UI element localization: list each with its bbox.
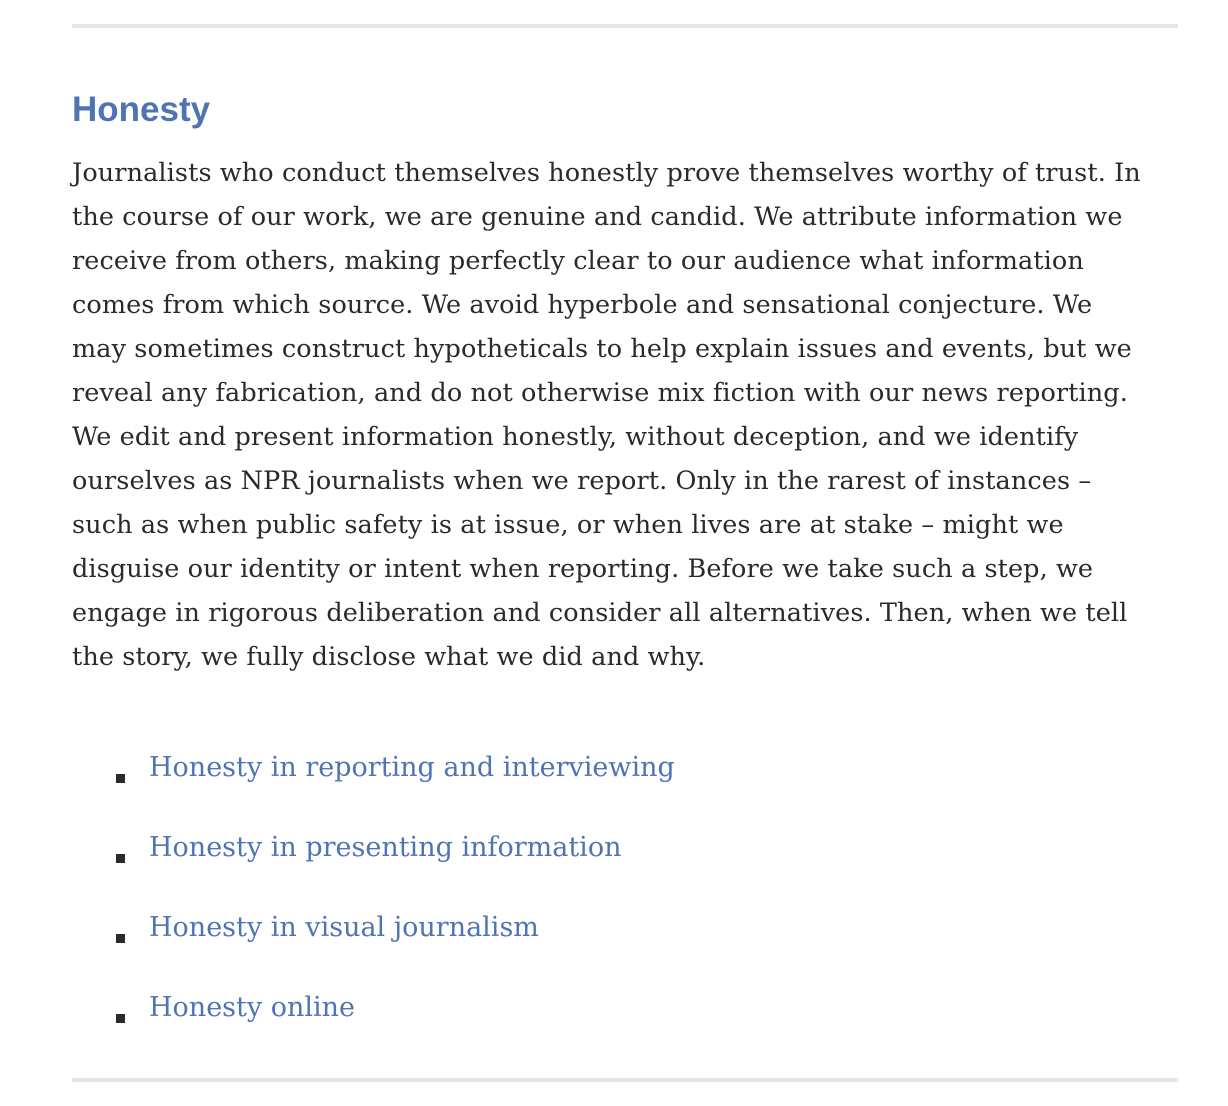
square-bullet-icon xyxy=(116,1014,125,1023)
link-honesty-reporting-interviewing[interactable]: Honesty in reporting and interviewing xyxy=(149,752,675,783)
link-honesty-presenting-information[interactable]: Honesty in presenting information xyxy=(149,832,622,863)
honesty-section xyxy=(72,0,1178,1106)
bottom-divider xyxy=(72,1078,1178,1082)
top-divider xyxy=(72,24,1178,28)
square-bullet-icon xyxy=(116,934,125,943)
section-heading: Honesty xyxy=(72,90,211,129)
link-honesty-online[interactable]: Honesty online xyxy=(149,992,355,1023)
square-bullet-icon xyxy=(116,854,125,863)
link-honesty-visual-journalism[interactable]: Honesty in visual journalism xyxy=(149,912,539,943)
section-paragraph: Journalists who conduct themselves honestly prove themselves worthy of trust. In the course of our work, we are genuine and candid. We attribute information we receive from others, making perfectly clear to our audience what information comes from which source. We avoid hyperbole and sensational conjecture. We may sometimes construct hypotheticals to help explain issues and events, but we reveal any fabrication, and do not otherwise mix fiction with our news reporting. We edit and present information honestly, without deception, and we identify ourselves as NPR journalists when we report. Only in the rarest of instances – such as when public safety is at issue, or when lives are at stake – might we disguise our identity or intent when reporting. Before we take such a step, we engage in rigorous deliberation and consider all alternatives. Then, when we tell the story, we fully disclose what we did and why. xyxy=(72,158,1141,672)
square-bullet-icon xyxy=(116,774,125,783)
